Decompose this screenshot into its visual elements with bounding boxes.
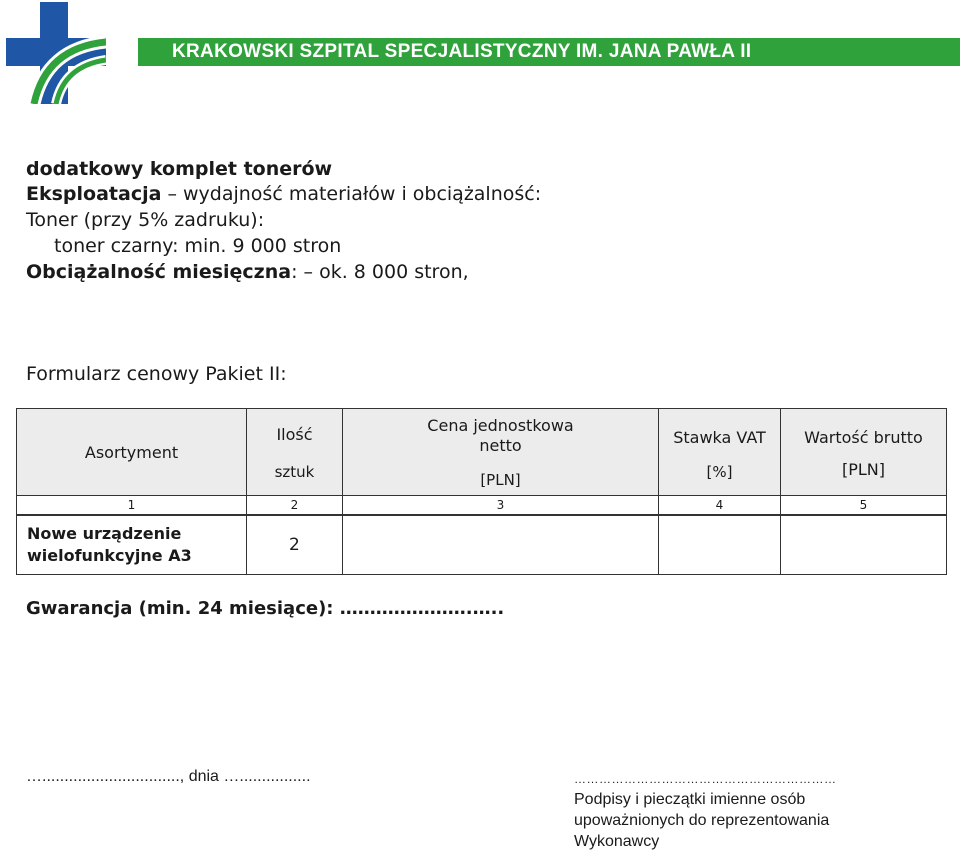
column-number: 1 <box>17 496 247 516</box>
product-quantity: 2 <box>247 515 343 575</box>
table-row <box>17 515 947 575</box>
warranty-line[interactable]: Gwarancja (min. 24 miesiące): ………………….….. <box>26 598 505 619</box>
column-number: 2 <box>247 496 343 516</box>
spec-line-toner-set: dodatkowy komplet tonerów <box>26 158 333 180</box>
header-vat-rate: Stawka VAT [%] <box>659 409 781 496</box>
price-table <box>16 408 947 575</box>
spec-exploitation-text: – wydajność materiałów i obciążalność: <box>161 183 542 205</box>
spec-line-exploitation <box>26 182 541 206</box>
header-quantity: Ilość sztuk <box>247 409 343 496</box>
spec-line-toner: Toner (przy 5% zadruku): <box>26 209 265 231</box>
gross-value-field[interactable] <box>781 515 947 575</box>
signature-caption-line: upoważnionych do reprezentowania <box>574 812 830 829</box>
spec-monthly-load-label: Obciążalność miesięczna <box>26 261 292 283</box>
table-header-row <box>17 409 947 496</box>
spec-monthly-load-text: : – ok. 8 000 stron, <box>291 261 469 283</box>
hospital-name-banner: KRAKOWSKI SZPITAL SPECJALISTYCZNY IM. JANA PAWŁA II <box>138 38 960 66</box>
column-number: 3 <box>343 496 659 516</box>
vat-rate-field[interactable] <box>659 515 781 575</box>
price-form-title: Formularz cenowy Pakiet II: <box>26 363 287 385</box>
spec-line-monthly-load <box>26 260 469 284</box>
signature-caption-line: Podpisy i pieczątki imienne osób <box>574 791 806 808</box>
product-name: Nowe urządzenie wielofunkcyjne A3 <box>17 515 247 575</box>
header-gross-value: Wartość brutto [PLN] <box>781 409 947 496</box>
spec-exploitation-label: Eksploatacja <box>26 183 162 205</box>
column-number-row <box>17 496 947 516</box>
unit-price-field[interactable] <box>343 515 659 575</box>
spec-line-black-toner: toner czarny: min. 9 000 stron <box>54 235 342 257</box>
header-assortment: Asortyment <box>17 409 247 496</box>
column-number: 4 <box>659 496 781 516</box>
header-unit-net-price: Cena jednostkowa netto [PLN] <box>343 409 659 496</box>
place-date-line[interactable]: …..............................., dnia …................ <box>26 768 311 785</box>
hospital-logo-icon <box>6 2 106 104</box>
column-number: 5 <box>781 496 947 516</box>
signature-caption <box>574 789 829 852</box>
signature-caption-line: Wykonawcy <box>574 833 660 850</box>
signature-line[interactable]: ……………………………………………………… <box>574 772 837 786</box>
